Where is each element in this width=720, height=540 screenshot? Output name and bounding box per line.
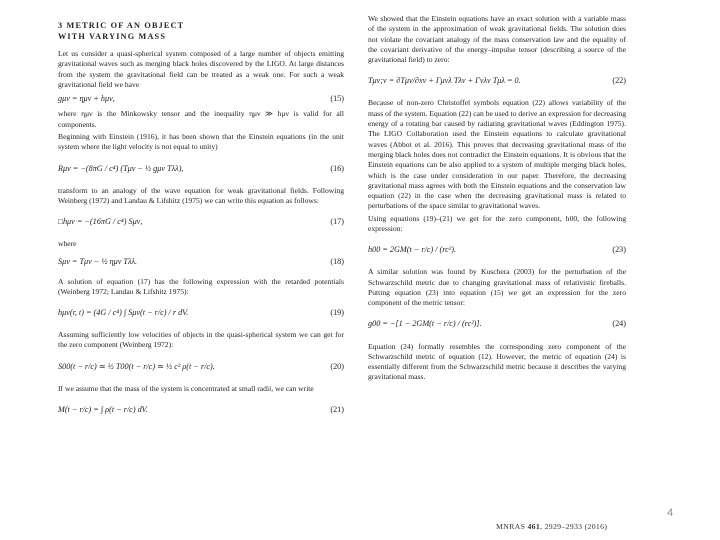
- equation-15: [58, 94, 344, 104]
- equation-number: (19): [330, 308, 344, 317]
- journal-volume: 461: [527, 522, 541, 531]
- equation-20: [58, 355, 344, 379]
- equation-body: Tμν;ν = ∂Tμν/∂xν + Γμνλ Tλν + Γνλν Tμλ = 0.: [368, 76, 521, 86]
- paragraph: where ημν is the Minkowsky tensor and the inequality ημν ≫ hμν is valid for all components.: [58, 109, 344, 129]
- paragraph: Assuming sufficiently low velocities of objects in the quasi-spherical system we can get for the zero component (Weinberg 1972):: [58, 330, 344, 350]
- equation-number: (24): [612, 319, 626, 329]
- paragraph: Equation (24) formally resembles the corresponding zero component of the Schwarzschild metric of equation (12). However, the metric of equation (24) is essentially different from the Schwarzschild metric because it describes the varying gravitational mass.: [368, 341, 626, 382]
- equation-21: [58, 398, 344, 422]
- right-column: [368, 0, 626, 385]
- paragraph: Because of non-zero Christoffel symbols equation (22) allows variability of the mass of the system. Equation (22) can be used to derive an expression for decreasing energy of a rotating bar caused by radiating gravitational waves (Eddington 1975). The LIGO Collaboration used the Einstein equations to calculate gravitational waves (Abbot et al. 2016). This proves that decreasing gravitational mass of the merging black holes does not contradict the Einstein equations. It is obvious that the Einstein equations can be also applied to a system of multiple merging black holes, which is the case under consideration in our paper. Therefore, the decreasing gravitational mass agrees with both the Einstein equations and the conservation law equation (22) in the case when the decreasing gravitational mass is related to perturbations of the space similar to gravitational waves.: [368, 98, 626, 211]
- paragraph: transform to an analogy of the wave equation for weak gravitational fields. Following Weinberg (1972) and Landau & Lifshitz (1975) we can write this equation as follows:: [58, 185, 344, 205]
- left-column: [58, 0, 344, 427]
- equation-number: (17): [330, 217, 344, 227]
- equation-18: [58, 254, 344, 272]
- section-heading: [58, 20, 344, 42]
- equation-19: [58, 301, 344, 325]
- section-heading-line2: WITH VARYING MASS: [58, 32, 167, 41]
- journal-footer: [496, 522, 607, 531]
- equation-number: (22): [612, 76, 626, 86]
- equation-number: (18): [330, 257, 344, 267]
- journal-pages: , 2929–2933 (2016): [540, 522, 608, 531]
- equation-body: Sμν = Tμν − ½ ημν Tλλ.: [58, 257, 138, 267]
- equation-number: (20): [330, 361, 344, 371]
- slide-number: 4: [667, 507, 674, 519]
- equation-body: g00 = −[1 − 2GM(t − r/c) / (rc²)].: [368, 319, 482, 329]
- equation-body: hμν(r, t) = (4G / c⁴) ∫ Sμν(t − r/c) / r dV.: [58, 308, 189, 317]
- equation-body: S00(t − r/c) ≃ ½ T00(t − r/c) ≃ ½ c² ρ(t − r/c).: [58, 361, 215, 371]
- equation-24: [368, 313, 626, 337]
- equation-body: gμν = ημν + hμν,: [58, 94, 115, 104]
- paragraph: Using equations (19)–(21) we get for the zero component, h00, the following expression:: [368, 213, 626, 234]
- equation-body: Rμν = −(8πG / c⁴) (Tμν − ½ gμν Tλλ),: [58, 163, 184, 173]
- paragraph: If we assume that the mass of the system is concentrated at small radii, we can write: [58, 383, 314, 393]
- section-heading-line1: 3 METRIC OF AN OBJECT: [58, 21, 185, 30]
- equation-number: (21): [330, 404, 344, 414]
- paragraph: Let us consider a quasi-spherical system composed of a large number of objects emitting gravitational waves such as merging black holes discovered by the LIGO. At large distances from the system the gravitational field can be treated as a weak one. For such a weak gravitational field we have: [58, 49, 344, 89]
- paragraph: where: [58, 239, 77, 249]
- equation-number: (16): [330, 163, 344, 173]
- equation-body: h00 = 2GM(t − r/c) / (rc²).: [368, 245, 457, 255]
- equation-17: [58, 210, 344, 234]
- paragraph: We showed that the Einstein equations have an exact solution with a variable mass of the system in the approximation of weak gravitational fields. The solution does not violate the covariant analogy of the mass conservation law and the equality of the covariant derivative of the energy–impulse tensor (describing a source of the gravitational field) to zero:: [368, 14, 626, 65]
- equation-22: [368, 69, 626, 93]
- equation-number: (15): [330, 94, 344, 104]
- journal-name: MNRAS: [496, 522, 528, 531]
- paragraph: A solution of equation (17) has the following expression with the retarded potentials (Weinberg 1972; Landau & Lifshitz 1975):: [58, 276, 344, 296]
- equation-body: M(t − r/c) = ∫ ρ(t − r/c) dV.: [58, 404, 148, 414]
- equation-body: □hμν = −(16πG / c⁴) Sμν,: [58, 217, 143, 227]
- paragraph: Beginning with Einstein (1916), it has been shown that the Einstein equations (in the unit system where the light velocity is not equal to unity): [58, 132, 344, 152]
- paragraph: A similar solution was found by Kuschera (2003) for the perturbation of the Schwarzschild metric due to changing gravitational mass of relativistic fireballs. Putting equation (23) into equation (15) we get an expression for the zero component of the metric tensor:: [368, 267, 626, 308]
- equation-number: (23): [612, 245, 626, 255]
- equation-23: [368, 238, 626, 262]
- equation-16: [58, 157, 344, 181]
